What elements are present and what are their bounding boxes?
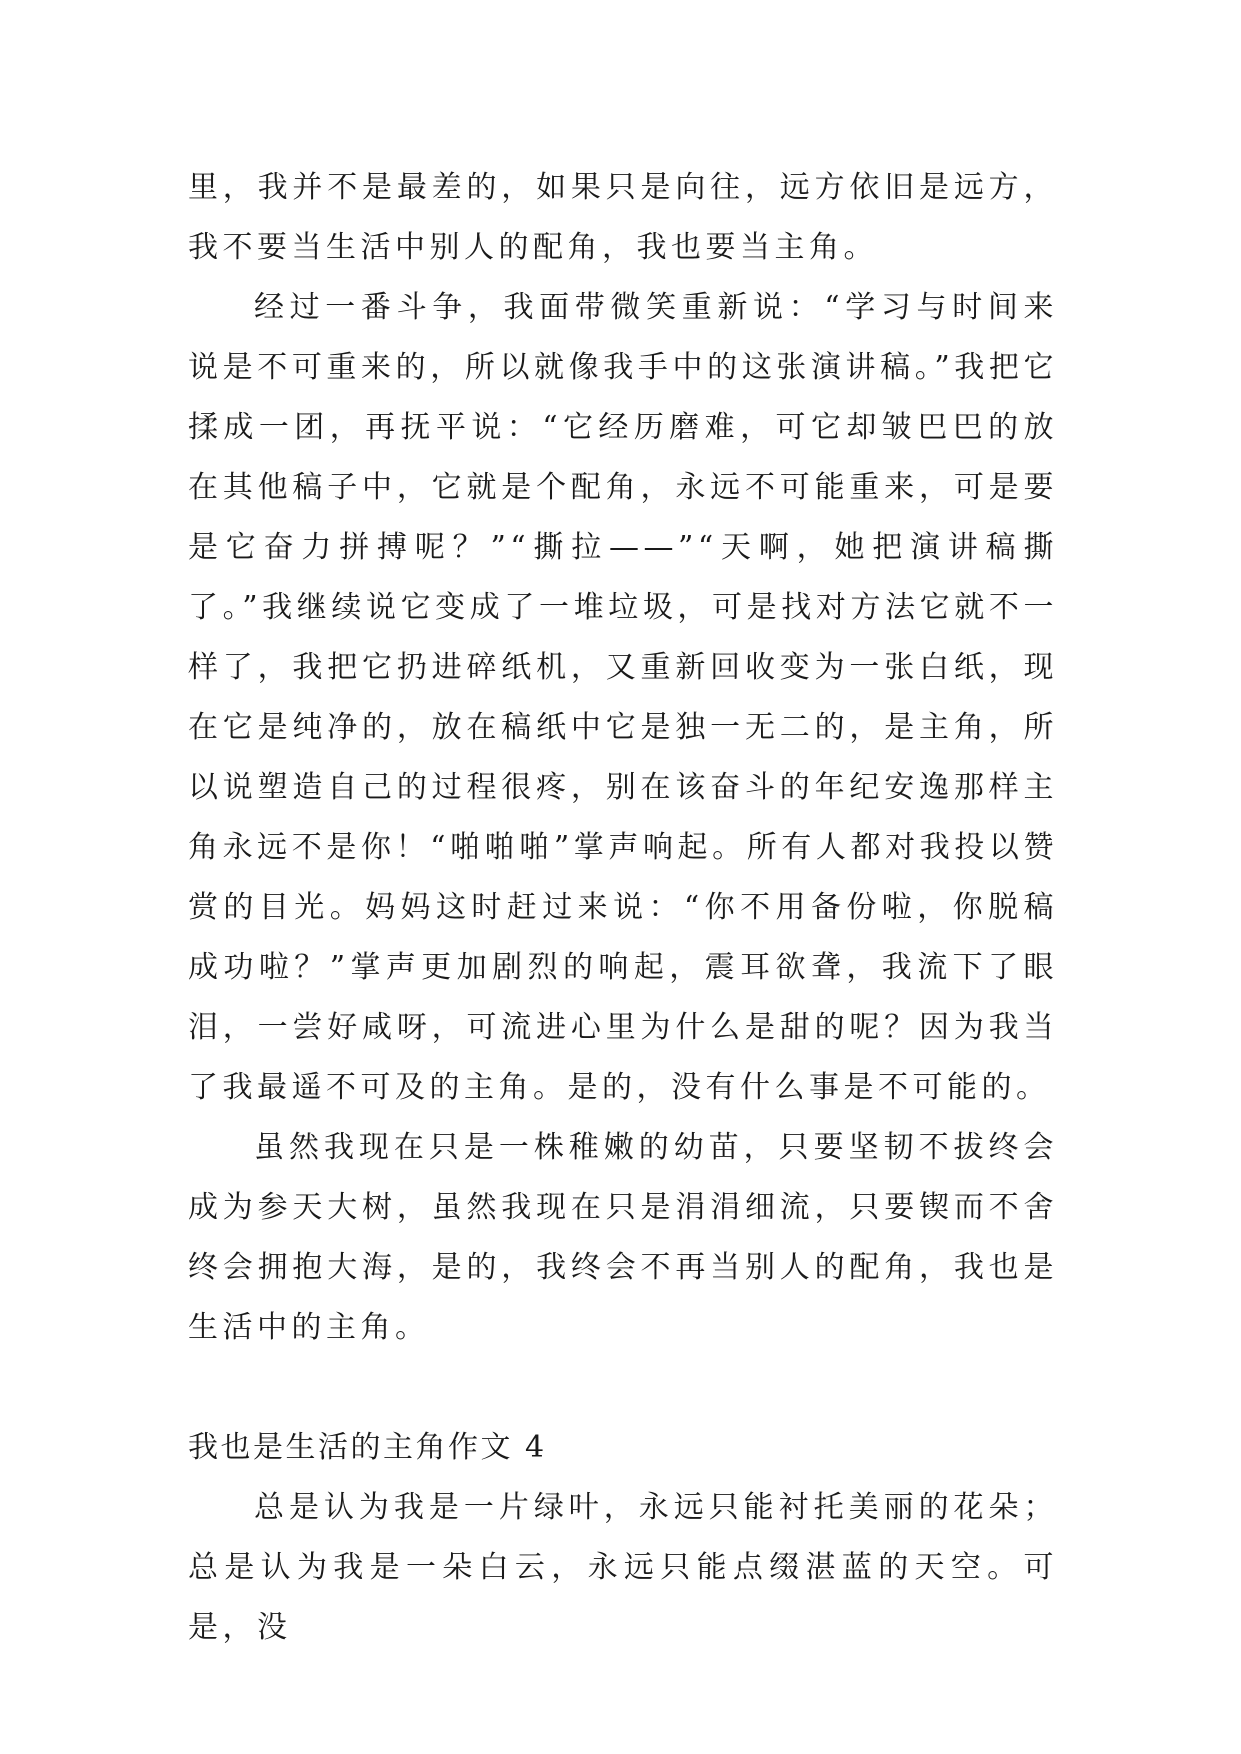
section-title: 我也是生活的主角作文 4	[188, 1430, 547, 1465]
paragraph-essay-4-start: 总是认为我是一片绿叶，永远只能衬托美丽的花朵；总是认为我是一朵白云，永远只能点缀湛蓝的天空。可是，没	[188, 1490, 1058, 1645]
paragraph-conclusion: 虽然我现在只是一株稚嫩的幼苗，只要坚韧不拔终会成为参天大树，虽然我现在只是涓涓细流，只要锲而不舍终会拥抱大海，是的，我终会不再当别人的配角，我也是生活中的主角。	[188, 1130, 1058, 1345]
paragraph-continuation: 里，我并不是最差的，如果只是向往，远方依旧是远方，我不要当生活中别人的配角，我也要当主角。	[188, 170, 1058, 265]
paragraph-speech: 经过一番斗争，我面带微笑重新说：“学习与时间来说是不可重来的，所以就像我手中的这张演讲稿。”我把它揉成一团，再抚平说：“它经历磨难，可它却皱巴巴的放在其他稿子中，它就是个配角，永远不可能重来，可是要是它奋力拼搏呢？”“撕拉——”“天啊，她把演讲稿撕了。”我继续说它变成了一堆垃圾，可是找对方法它就不一样了，我把它扔进碎纸机，又重新回收变为一张白纸，现在它是纯净的，放在稿纸中它是独一无二的，是主角，所以说塑造自己的过程很疼，别在该奋斗的年纪安逸那样主角永远不是你！“啪啪啪”掌声响起。所有人都对我投以赞赏的目光。妈妈这时赶过来说：“你不用备份啦，你脱稿成功啦？”掌声更加剧烈的响起，震耳欲聋，我流下了眼泪，一尝好咸呀，可流进心里为什么是甜的呢？因为我当了我最遥不可及的主角。是的，没有什么事是不可能的。	[188, 290, 1058, 1105]
document-page	[188, 158, 1058, 1658]
